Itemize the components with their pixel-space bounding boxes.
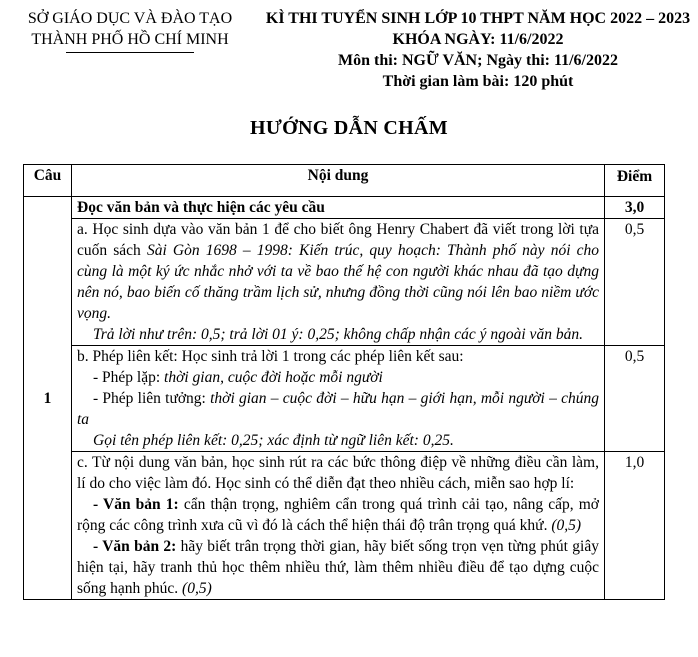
exam-name: KÌ THI TUYỂN SINH LỚP 10 THPT NĂM HỌC 2022 – 2023 <box>265 10 691 27</box>
header-right <box>262 8 694 92</box>
part-c-item2-score: (0,5) <box>182 580 212 597</box>
part-c-item1-text: cẩn thận trọng, nghiêm cẩn trong quá trình cải tạo, nâng cấp, mở rộng các công trình xưa cũ vì đó là cách thể hiện thái độ trân trọng quá khứ. <box>77 496 599 534</box>
part-b-item2-text: thời gian – cuộc đời – hữu hạn – giới hạn, mỗi người – chúng ta <box>77 390 599 428</box>
part-a-text: a. Học sinh dựa vào văn bản 1 để cho biết ông Henry Chabert đã viết trong lời tựa cuốn sách <box>77 221 599 259</box>
header-underline <box>66 52 194 53</box>
question-number: 1 <box>24 197 72 600</box>
part-b-item2-label: - Phép liên tưởng: <box>93 390 211 407</box>
part-a-content <box>72 219 605 346</box>
part-c-item1-score: (0,5) <box>551 517 582 534</box>
part-c-item2-text: hãy biết trân trọng thời gian, hãy biết sống trọn vẹn từng phút giây hiện tại, hãy tranh thủ học thêm nhiều thứ, làm thêm nhiều điều để tạo dựng cuộc sống hạnh phúc. <box>77 538 599 597</box>
header-score: Điểm <box>605 165 665 197</box>
table-row <box>24 219 665 346</box>
section-score: 3,0 <box>605 197 665 219</box>
part-c-score: 1,0 <box>605 452 665 600</box>
part-b-intro: b. Phép liên kết: Học sinh trả lời 1 trong các phép liên kết sau: <box>77 348 464 365</box>
table-row <box>24 452 665 600</box>
part-b-note: Gọi tên phép liên kết: 0,25; xác định từ ngữ liên kết: 0,25. <box>93 432 454 449</box>
table-row <box>24 346 665 452</box>
part-b-item1-text: thời gian, cuộc đời hoặc mỗi người <box>164 369 383 386</box>
part-b-content <box>72 346 605 452</box>
header-content: Nội dung <box>72 165 605 197</box>
part-b-item1-label: - Phép lặp: <box>93 369 165 386</box>
part-a-score: 0,5 <box>605 219 665 346</box>
part-c-content <box>72 452 605 600</box>
section-row <box>24 197 665 219</box>
part-c-item1-label: - Văn bản 1: <box>93 496 179 513</box>
page-title: HƯỚNG DẪN CHẤM <box>250 117 448 139</box>
exam-date: KHÓA NGÀY: 11/6/2022 <box>392 31 564 48</box>
part-b-score: 0,5 <box>605 346 665 452</box>
table-header-row <box>24 165 665 197</box>
header-question: Câu <box>24 165 72 197</box>
part-c-item2-label: - Văn bản 2: <box>93 538 177 555</box>
grading-table <box>23 164 665 600</box>
part-c-intro: c. Từ nội dung văn bản, học sinh rút ra các bức thông điệp về những điều cần làm, lí do cho việc làm đó. Học sinh có thể diễn đạt theo nhiều cách, miễn sao hợp lí: <box>77 454 599 492</box>
subject-line: Môn thi: NGỮ VĂN; Ngày thi: 11/6/2022 <box>338 52 618 69</box>
duration-line: Thời gian làm bài: 120 phút <box>382 73 574 90</box>
part-a-quote: : Thành phố này nói cho cùng là một ký ức nhắc nhở với ta về bao thế hệ con người khác nhau đã tạo dựng nên nó, bao biến cố thăng trầm lịch sử, nhưng đồng thời cũng nói lên bao niềm ước vọng. <box>77 242 600 322</box>
section-label: Đọc văn bản và thực hiện các yêu cầu <box>72 197 605 219</box>
book-title: Sài Gòn 1698 – 1998: Kiến trúc, quy hoạch <box>146 242 436 259</box>
part-a-note: Trả lời như trên: 0,5; trả lời 01 ý: 0,25; không chấp nhận các ý ngoài văn bản. <box>93 326 583 343</box>
department-name: SỞ GIÁO DỤC VÀ ĐÀO TẠO <box>27 10 233 27</box>
city-name: THÀNH PHỐ HỒ CHÍ MINH <box>31 31 229 48</box>
header-left <box>0 8 260 53</box>
